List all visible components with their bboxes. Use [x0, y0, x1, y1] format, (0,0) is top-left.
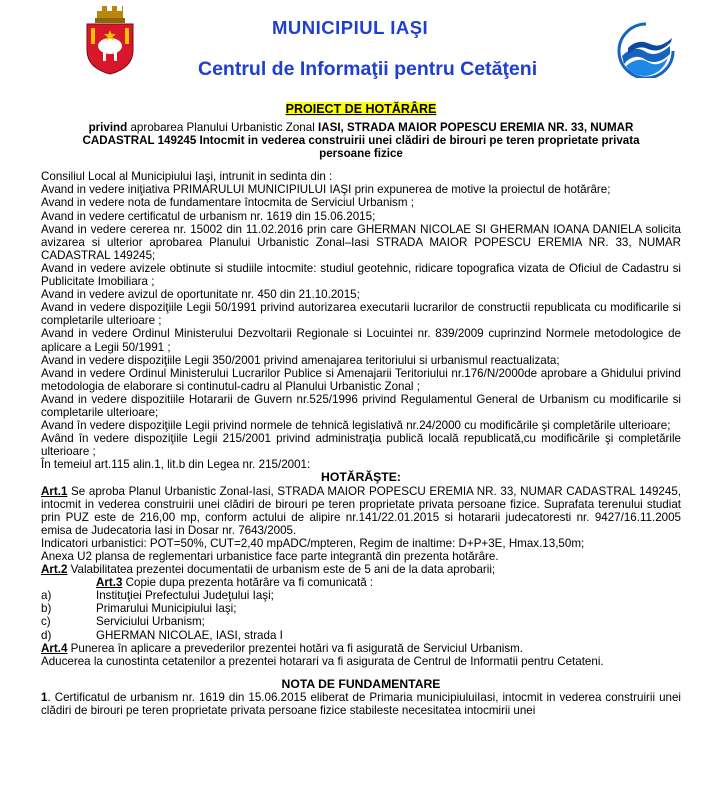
preamble-line: Avand in vedere avizele obtinute si studiile intocmite: studiul geotehnic, ridicare topografica vizata de Oficiul de Cadastru si Publicitate Imobiliara ; [41, 261, 681, 289]
article-2-label: Art.2 [41, 563, 68, 577]
subject-end: IASI, STRADA MAIOR POPESCU EREMIA NR. 33, NUMAR CADASTRAL 149245 Intocmit in vederea construirii unei clădiri de birouri pe teren proprietate privata persoane fizice [82, 121, 640, 161]
article-1 [41, 485, 681, 537]
document-body [41, 103, 681, 717]
article-1-text: Se aproba Planul Urbanistic Zonal-Iasi, STRADA MAIOR POPESCU EREMIA NR. 33, NUMAR CADASTRAL 149245, intocmit in vederea construirii unei clădiri de birouri pe teren proprietate privata persoane fizice. Suprafata terenului studiat prin PUZ este de 216,00 mp, conform actului de alipire nr.141/22.01.2015 si hotararii judecatoresti nr. 9427/16.11.2005 emisa de Judecatoria Iasi in Dosar nr. 7643/2005. [41, 484, 681, 537]
article-4-text: Punerea în aplicare a prevederilor prezentei hotări va fi asigurată de Serviciul Urbanism. [67, 641, 524, 655]
centre-title: Centrul de Informaţii pentru Cetăţeni [198, 58, 538, 80]
note-paragraph-1-label: 1 [41, 690, 48, 704]
closing-note: Aducerea la cunostinta cetatenilor a prezentei hotarari va fi asigurata de Centrul de Informatii pentru Cetateni. [41, 654, 604, 668]
annex-note: Anexa U2 plansa de reglementari urbanistice face parte integrantă din prezenta hotărâre. [41, 550, 499, 563]
list-item [41, 602, 681, 615]
note-paragraph-1-text: . Certificatul de urbanism nr. 1619 din 15.06.2015 eliberat de Primaria municipiuluiIasi, intocmit in vederea construirii unei clădiri de birouri pe teren proprietate privata persoane fizice stabileste necesitatea intocmirii unei [41, 690, 681, 718]
article-3-label: Art.3 [96, 576, 123, 590]
article-4-label: Art.4 [41, 641, 68, 655]
list-item-label: b) [41, 602, 52, 616]
preamble-line: Având în vedere dispoziţiile Legii 215/2001 privind administraţia publică locală republicată,cu modificările şi completările ulterioare ; [41, 432, 681, 459]
article-3-text: Copie dupa prezenta hotărâre va fi comunicată : [122, 576, 374, 590]
preamble-line: Avand in vedere iniţiativa PRIMARULUI MUNICIPIULUI IAŞI prin expunerea de motive la proiectul de hotărâre; [41, 183, 611, 197]
article-4 [41, 642, 681, 655]
article-1-label: Art.1 [41, 484, 68, 498]
preamble-line: Avand in vedere Ordinul Ministerului Dezvoltarii Regionale si Locuintei nr. 839/2009 cuprinzind Normele metodologice de aplicare a Legii 50/1991 ; [41, 327, 681, 354]
preamble-line: Avand in vedere nota de fundamentare întocmita de Serviciul Urbanism ; [41, 196, 414, 210]
wave-logo-icon [616, 22, 676, 78]
article-3 [41, 576, 681, 589]
list-item-text: Primarului Municipiului Iaşi; [96, 602, 237, 616]
preamble-line: Avand in vedere Ordinul Ministerului Lucrarilor Publice si Amenajarii Teritoriului nr.176/N/2000de aprobare a Ghidului privind metodologia de elaborare si continutul-cadru al Planului Urbanistic Zonal ; [41, 366, 681, 393]
list-item [41, 629, 681, 642]
list-item [41, 615, 681, 628]
document-subject [59, 121, 663, 160]
municipality-title: MUNICIPIUL IAŞI [272, 17, 429, 38]
list-item-text: Serviciului Urbanism; [96, 615, 205, 629]
preamble-line: În temeiul art.115 alin.1, lit.b din Legea nr. 215/2001: [41, 458, 311, 472]
note-paragraph-1 [41, 691, 681, 717]
decides-heading: HOTĂRĂŞTE: [321, 470, 401, 485]
list-item-text: Instituţiei Prefectului Judeţului Iaşi; [96, 589, 274, 603]
list-item [41, 589, 681, 602]
subject-start: privind [88, 121, 128, 134]
list-item-label: d) [41, 628, 52, 642]
urban-indicators: Indicatori urbanistici: POT=50%, CUT=2,40 mpADC/mpteren, Regim de inaltime: D+P+3E, Hmax.13,50m; [41, 536, 585, 550]
subject-middle: aprobarea Planului Urbanistic Zonal [127, 121, 318, 134]
coat-of-arms-icon [83, 4, 137, 76]
preamble-line: Avand în vedere dispoziţiile Legii privind normele de tehnică legislativă nr.24/2000 cu modificările şi completările ulterioare; [41, 419, 671, 433]
article-2 [41, 563, 681, 576]
list-item-label: a) [41, 589, 52, 603]
note-title: NOTA DE FUNDAMENTARE [281, 676, 441, 691]
document-title: PROIECT DE HOTĂRÂRE [285, 102, 437, 116]
list-item-label: c) [41, 615, 51, 629]
preamble-line: Consiliul Local al Municipiului Iaşi, intrunit in sedinta din : [41, 170, 333, 184]
preamble-line: Avand in vedere avizul de oportunitate nr. 450 din 21.10.2015; [41, 288, 360, 302]
preamble-line: Avand in vedere dispozitiile Hotararii de Guvern nr.525/1996 privind Regulamentul General de Urbanism cu modificarile si completarile ulterioare; [41, 392, 681, 419]
preamble-line: Avand in vedere dispoziţiile Legii 50/1991 privind autorizarea executarii lucrarilor de constructii republicata cu modificarile si completarile ulterioare ; [41, 301, 681, 328]
page-header [0, 0, 715, 100]
article-2-text: Valabilitatea prezentei documentatii de urbanism este de 5 ani de la data aprobarii; [67, 563, 496, 577]
list-item-text: GHERMAN NICOLAE, IASI, strada I [96, 628, 283, 642]
preamble-line: Avand in vedere dispoziţiile Legii 350/2001 privind amenajarea teritoriului si urbanismul reactualizata; [41, 353, 560, 367]
preamble-line: Avand in vedere certificatul de urbanism nr. 1619 din 15.06.2015; [41, 209, 376, 223]
preamble-line: Avand in vedere cererea nr. 15002 din 11.02.2016 prin care GHERMAN NICOLAE SI GHERMAN IOANA DANIELA solicita avizarea si ulterior aprobarea Planului Urbanistic Zonal–Iasi STRADA MAIOR POPESCU EREMIA NR. 33, NUMAR CADASTRAL 149245; [41, 222, 681, 262]
